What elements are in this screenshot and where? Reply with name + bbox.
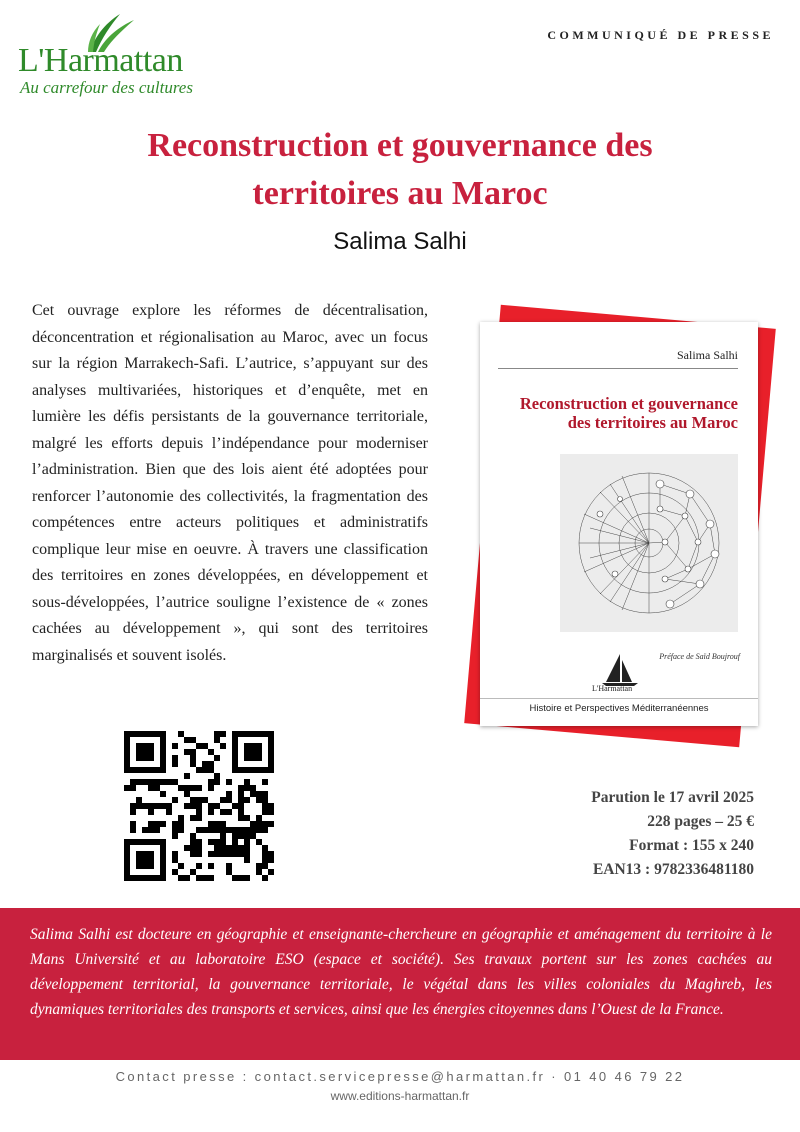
cover-collection: Histoire et Perspectives Méditerranéennes: [529, 703, 709, 714]
book-cover: [480, 322, 758, 726]
logo-name: L'Harmattan: [18, 42, 183, 79]
cover-artwork: [560, 454, 738, 632]
pages-price: 228 pages – 25 €: [647, 813, 754, 830]
ean-code: EAN13 : 9782336481180: [592, 861, 754, 878]
release-date: Parution le 17 avril 2025: [591, 789, 754, 806]
cover-publisher: L'Harmattan: [592, 684, 633, 693]
cover-title: [490, 394, 738, 432]
press-contact: Contact presse : contact.servicepresse@harmattan.fr · 01 40 46 79 22: [115, 1069, 685, 1084]
cover-title-line-2: des territoires au Maroc: [567, 413, 738, 432]
logo-tagline: Au carrefour des cultures: [20, 78, 193, 97]
press-release-label: COMMUNIQUÉ DE PRESSE: [547, 28, 774, 42]
book-cover-image: [472, 300, 772, 750]
book-description: Cet ouvrage explore les réformes de décentralisation, déconcentration et régionalisation au Maroc, avec un focus sur la région Marrakech-Safi. L’autrice, s’appuyant sur des analyses multivariées, historiques et d’enquête, met en lumière les défis persistants de la gouvernance territoriale, malgré les efforts depuis l’indépendance pour moderniser l’administration. Bien que des lois aient été adoptées pour renforcer l’autonomie des collectivités, la fragmentation des compétences entre acteurs politiques et administratifs complique leur mise en oeuvre. À travers une classification des territoires en zones développées, en développement et sous-développées, l’autrice souligne l’existence de « zones cachées au développement », qui sont des territoires marginalisés et souvent isolés.: [32, 302, 428, 664]
book-format: Format : 155 x 240: [629, 837, 754, 854]
cover-preface: Préface de Saïd Boujrouf: [659, 652, 740, 661]
website-link[interactable]: www.editions-harmattan.fr: [330, 1089, 470, 1103]
author-bio: Salima Salhi est docteure en géographie et enseignante-chercheure en géographie et aménagement du territoire à le Mans Université et au laboratoire ESO (espace et société). Ses travaux portent sur les zones cachées au développement territorial, la gouvernance territoriale, le végétal dans les villes coloniales du Maghreb, les dynamiques territoriales des transports et services, ainsi que les énergies citoyennes dans l’Ouest de la France.: [30, 926, 772, 1018]
publication-details: [591, 786, 754, 882]
book-title-line-1: Reconstruction et gouvernance des: [147, 127, 653, 164]
qr-code: [124, 731, 274, 881]
author-bio-band: [0, 908, 800, 1060]
book-title: [0, 122, 800, 218]
cover-author: Salima Salhi: [677, 348, 738, 362]
sailboat-logo-icon: [598, 652, 642, 688]
book-author: Salima Salhi: [333, 228, 467, 255]
book-title-line-2: territoires au Maroc: [252, 175, 548, 212]
publisher-logo: [18, 10, 218, 100]
cover-title-line-1: Reconstruction et gouvernance: [519, 394, 738, 413]
cover-divider: [498, 368, 738, 369]
